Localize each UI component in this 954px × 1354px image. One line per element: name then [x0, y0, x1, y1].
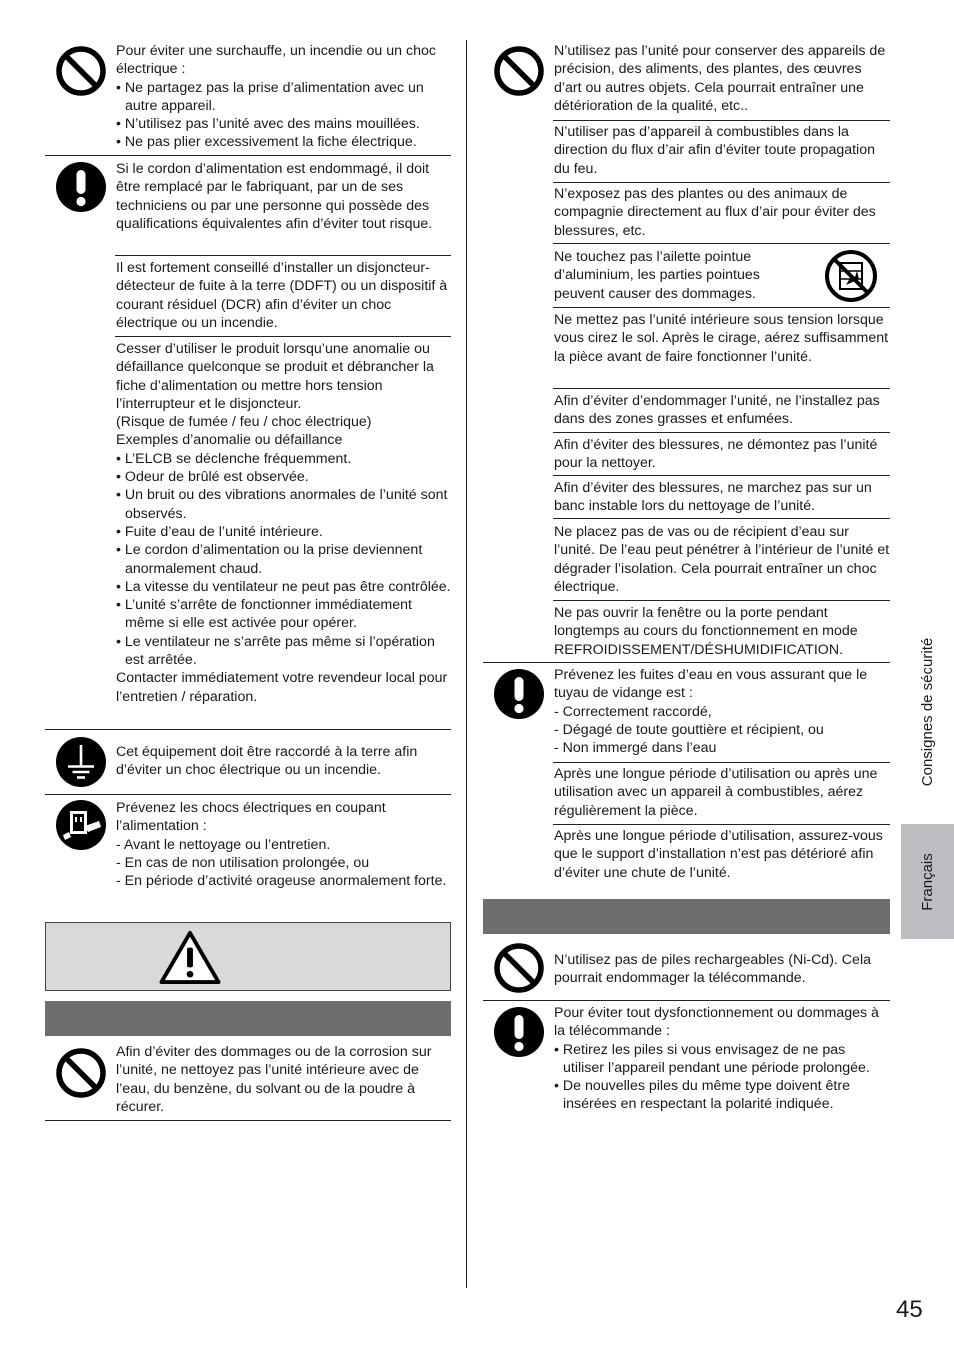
sub-divider — [553, 432, 890, 433]
sub-divider — [553, 182, 890, 183]
safety-item — [116, 1043, 451, 1116]
safety-item — [554, 666, 890, 757]
sub-divider — [553, 762, 890, 763]
bullet-item: • Ne pas plier excessivement la fiche électrique. — [116, 134, 417, 151]
safety-item — [554, 392, 890, 429]
side-tab-label: Consignes de sécurité — [918, 637, 936, 787]
item-text: N’utilisez pas de piles rechargeables (Ni-Cd). Cela pourrait endommager la télécommande. — [554, 952, 871, 987]
divider — [45, 794, 451, 795]
item-text: N’utiliser pas d’appareil à combustibles dans la direction du flux d’air afin d’éviter toute propagation du feu. — [554, 124, 875, 177]
safety-item — [554, 604, 890, 659]
safety-item — [554, 436, 890, 473]
section-header-bar — [483, 899, 890, 934]
bullet-item: • Le cordon d’alimentation ou la prise deviennent anormalement chaud. — [116, 542, 423, 577]
section-header-bar — [45, 1001, 451, 1036]
ground-icon — [55, 736, 107, 788]
safety-item — [116, 340, 451, 706]
bullet-item: • Fuite d’eau de l’unité intérieure. — [116, 523, 323, 540]
bullet-item: • Un bruit ou des vibrations anormales de l’unité sont observés. — [116, 487, 448, 522]
divider — [483, 1000, 890, 1001]
item-text: Si le cordon d’alimentation est endommagé, il doit être remplacé par le fabriquant, par un de ses techniciens ou par une personne qui possède des qualifications équivalentes afin d’éviter tout risque. — [116, 161, 433, 232]
exclamation-icon — [493, 1006, 545, 1058]
item-text: Pour éviter une surchauffe, un incendie ou un choc électrique : — [116, 43, 436, 78]
safety-item — [554, 951, 890, 988]
item-text: Ne placez pas de vas ou de récipient d’eau sur l’unité. De l’eau peut pénétrer à l’intérieur de l’unité et dégrader l’isolation. Cela pourrait entraîner un choc électrique. — [554, 524, 890, 595]
bullet-item: • La vitesse du ventilateur ne peut pas être contrôlée. — [116, 578, 451, 595]
item-text: (Risque de fumée / feu / choc électrique) — [116, 414, 372, 431]
item-text: Il est fortement conseillé d’installer un disjoncteur-détecteur de fuite à la terre (DDFT) ou un dispositif à courant résiduel (DCR) afin d’éviter un choc électrique ou un incendie. — [116, 260, 448, 331]
safety-item — [116, 42, 451, 152]
item-text: Prévenez les fuites d’eau en vous assurant que le tuyau de vidange est : — [554, 667, 868, 702]
item-text: Après une longue période d’utilisation, assurez-vous que le support d’installation n’est pas détérioré afin d’éviter une chute de l’unité. — [554, 828, 883, 881]
item-text: Ne pas ouvrir la fenêtre ou la porte pendant longtemps au cours du fonctionnement en mode REFROIDISSEMENT/DÉSHUMIDIFICATION. — [554, 605, 858, 658]
bullet-item: • Retirez les piles si vous envisagez de ne pas utiliser l’appareil pendant une période prolongée. — [554, 1041, 870, 1076]
unplug-icon — [55, 799, 107, 851]
divider — [45, 155, 451, 156]
prohibition-icon — [55, 45, 107, 97]
side-tab-section — [901, 600, 954, 824]
prohibition-icon — [493, 45, 545, 97]
warning-header-box — [45, 922, 451, 991]
sub-divider — [553, 518, 890, 519]
item-text: Cesser d’utiliser le produit lorsqu’une anomalie ou défaillance quelconque se produit et débrancher la fiche d’alimentation ou mettre hors tension l’interrupteur et le disjoncteur. — [116, 341, 434, 412]
warning-triangle-icon — [158, 929, 222, 986]
page-number: 45 — [896, 1296, 923, 1323]
item-text: Ne touchez pas l’ailette pointue d’aluminium, les parties pointues peuvent causer des dommages. — [554, 249, 760, 302]
item-text: Afin d’éviter des blessures, ne marchez pas sur un banc instable lors du nettoyage de l’unité. — [554, 480, 872, 515]
sub-divider — [115, 336, 451, 337]
sub-divider — [553, 824, 890, 825]
bullet-item: • L’unité s’arrête de fonctionner immédiatement même si elle est activée pour opérer. — [116, 597, 412, 632]
item-text: Pour éviter tout dysfonctionnement ou dommages à la télécommande : — [554, 1005, 879, 1040]
item-text: Afin d’éviter d’endommager l’unité, ne l’installez pas dans des zones grasses et enfumées. — [554, 393, 880, 428]
bullet-item: • De nouvelles piles du même type doivent être insérées en respectant la polarité indiquée. — [554, 1078, 850, 1113]
divider — [45, 729, 451, 730]
exclamation-icon — [55, 161, 107, 213]
bullet-item: • L’ELCB se déclenche fréquemment. — [116, 450, 352, 467]
list-item: - Dégagé de toute gouttière et récipient, ou — [554, 721, 824, 738]
divider — [45, 1120, 451, 1121]
item-text: Afin d’éviter des dommages ou de la corrosion sur l’unité, ne nettoyez pas l’unité intérieure avec de l’eau, du benzène, du solvant ou de la poudre à récurer. — [116, 1044, 432, 1115]
safety-item — [554, 42, 890, 115]
item-text: Contacter immédiatement votre revendeur local pour l’entretien / réparation. — [116, 670, 448, 705]
list-item: - En cas de non utilisation prolongée, ou — [116, 854, 370, 871]
list-item: - En période d’activité orageuse anormalement forte. — [116, 873, 447, 890]
bullet-item: • Le ventilateur ne s’arrête pas même si l’opération est arrêtée. — [116, 633, 435, 669]
safety-item — [554, 311, 890, 366]
sub-divider — [553, 243, 890, 244]
item-text: Prévenez les chocs électriques en coupant l’alimentation : — [116, 800, 386, 835]
column-divider — [466, 40, 467, 1288]
safety-item — [554, 248, 795, 303]
prohibition-icon — [493, 942, 545, 994]
list-item: - Correctement raccordé, — [554, 703, 712, 720]
safety-item — [116, 160, 451, 233]
safety-item — [554, 185, 890, 240]
item-text: N’exposez pas des plantes ou des animaux de compagnie directement au flux d’air pour éviter des blessures, etc. — [554, 186, 876, 239]
sub-divider — [553, 388, 890, 389]
safety-item — [116, 799, 451, 890]
list-item: - Avant le nettoyage ou l’entretien. — [116, 836, 331, 853]
exclamation-icon — [493, 668, 545, 720]
sub-divider — [553, 475, 890, 476]
sub-divider — [553, 120, 890, 121]
safety-item — [554, 1004, 890, 1114]
prohibition-icon — [55, 1047, 107, 1099]
item-text: N’utilisez pas l’unité pour conserver des appareils de précision, des aliments, des plantes, des œuvres d’art ou autres objets. Cela pourrait entraîner une détérioration de la qualité, etc.. — [554, 43, 886, 114]
item-text: Exemples d’anomalie ou défaillance — [116, 432, 343, 449]
side-tab-language — [901, 824, 954, 939]
divider — [483, 662, 890, 663]
item-text: Afin d’éviter des blessures, ne démontez pas l’unité pour la nettoyer. — [554, 437, 878, 472]
bullet-item: • Odeur de brûlé est observée. — [116, 469, 309, 486]
safety-item — [554, 827, 890, 882]
bullet-item: • N’utilisez pas l’unité avec des mains mouillées. — [116, 116, 420, 133]
item-text: Ne mettez pas l’unité intérieure sous tension lorsque vous cirez le sol. Après le cirage, aérez suffisamment la pièce avant de faire fonctionner l’unité. — [554, 312, 889, 365]
item-text: Après une longue période d’utilisation ou après une utilisation avec un appareil à combustibles, aérez régulièrement la pièce. — [554, 766, 878, 819]
safety-item — [554, 765, 890, 820]
safety-item — [116, 259, 451, 332]
list-item: - Non immergé dans l’eau — [554, 740, 717, 757]
item-text: Cet équipement doit être raccordé à la terre afin d’éviter un choc électrique ou un incendie. — [116, 744, 418, 779]
no-touch-fin-icon — [824, 249, 878, 303]
safety-item — [554, 523, 890, 596]
sub-divider — [115, 255, 451, 256]
safety-item — [554, 479, 890, 516]
sub-divider — [553, 600, 890, 601]
side-tab-label: Français — [918, 852, 936, 911]
safety-item — [554, 123, 890, 178]
safety-item — [116, 743, 451, 780]
bullet-item: • Ne partagez pas la prise d’alimentation avec un autre appareil. — [116, 79, 424, 114]
sub-divider — [553, 307, 890, 308]
